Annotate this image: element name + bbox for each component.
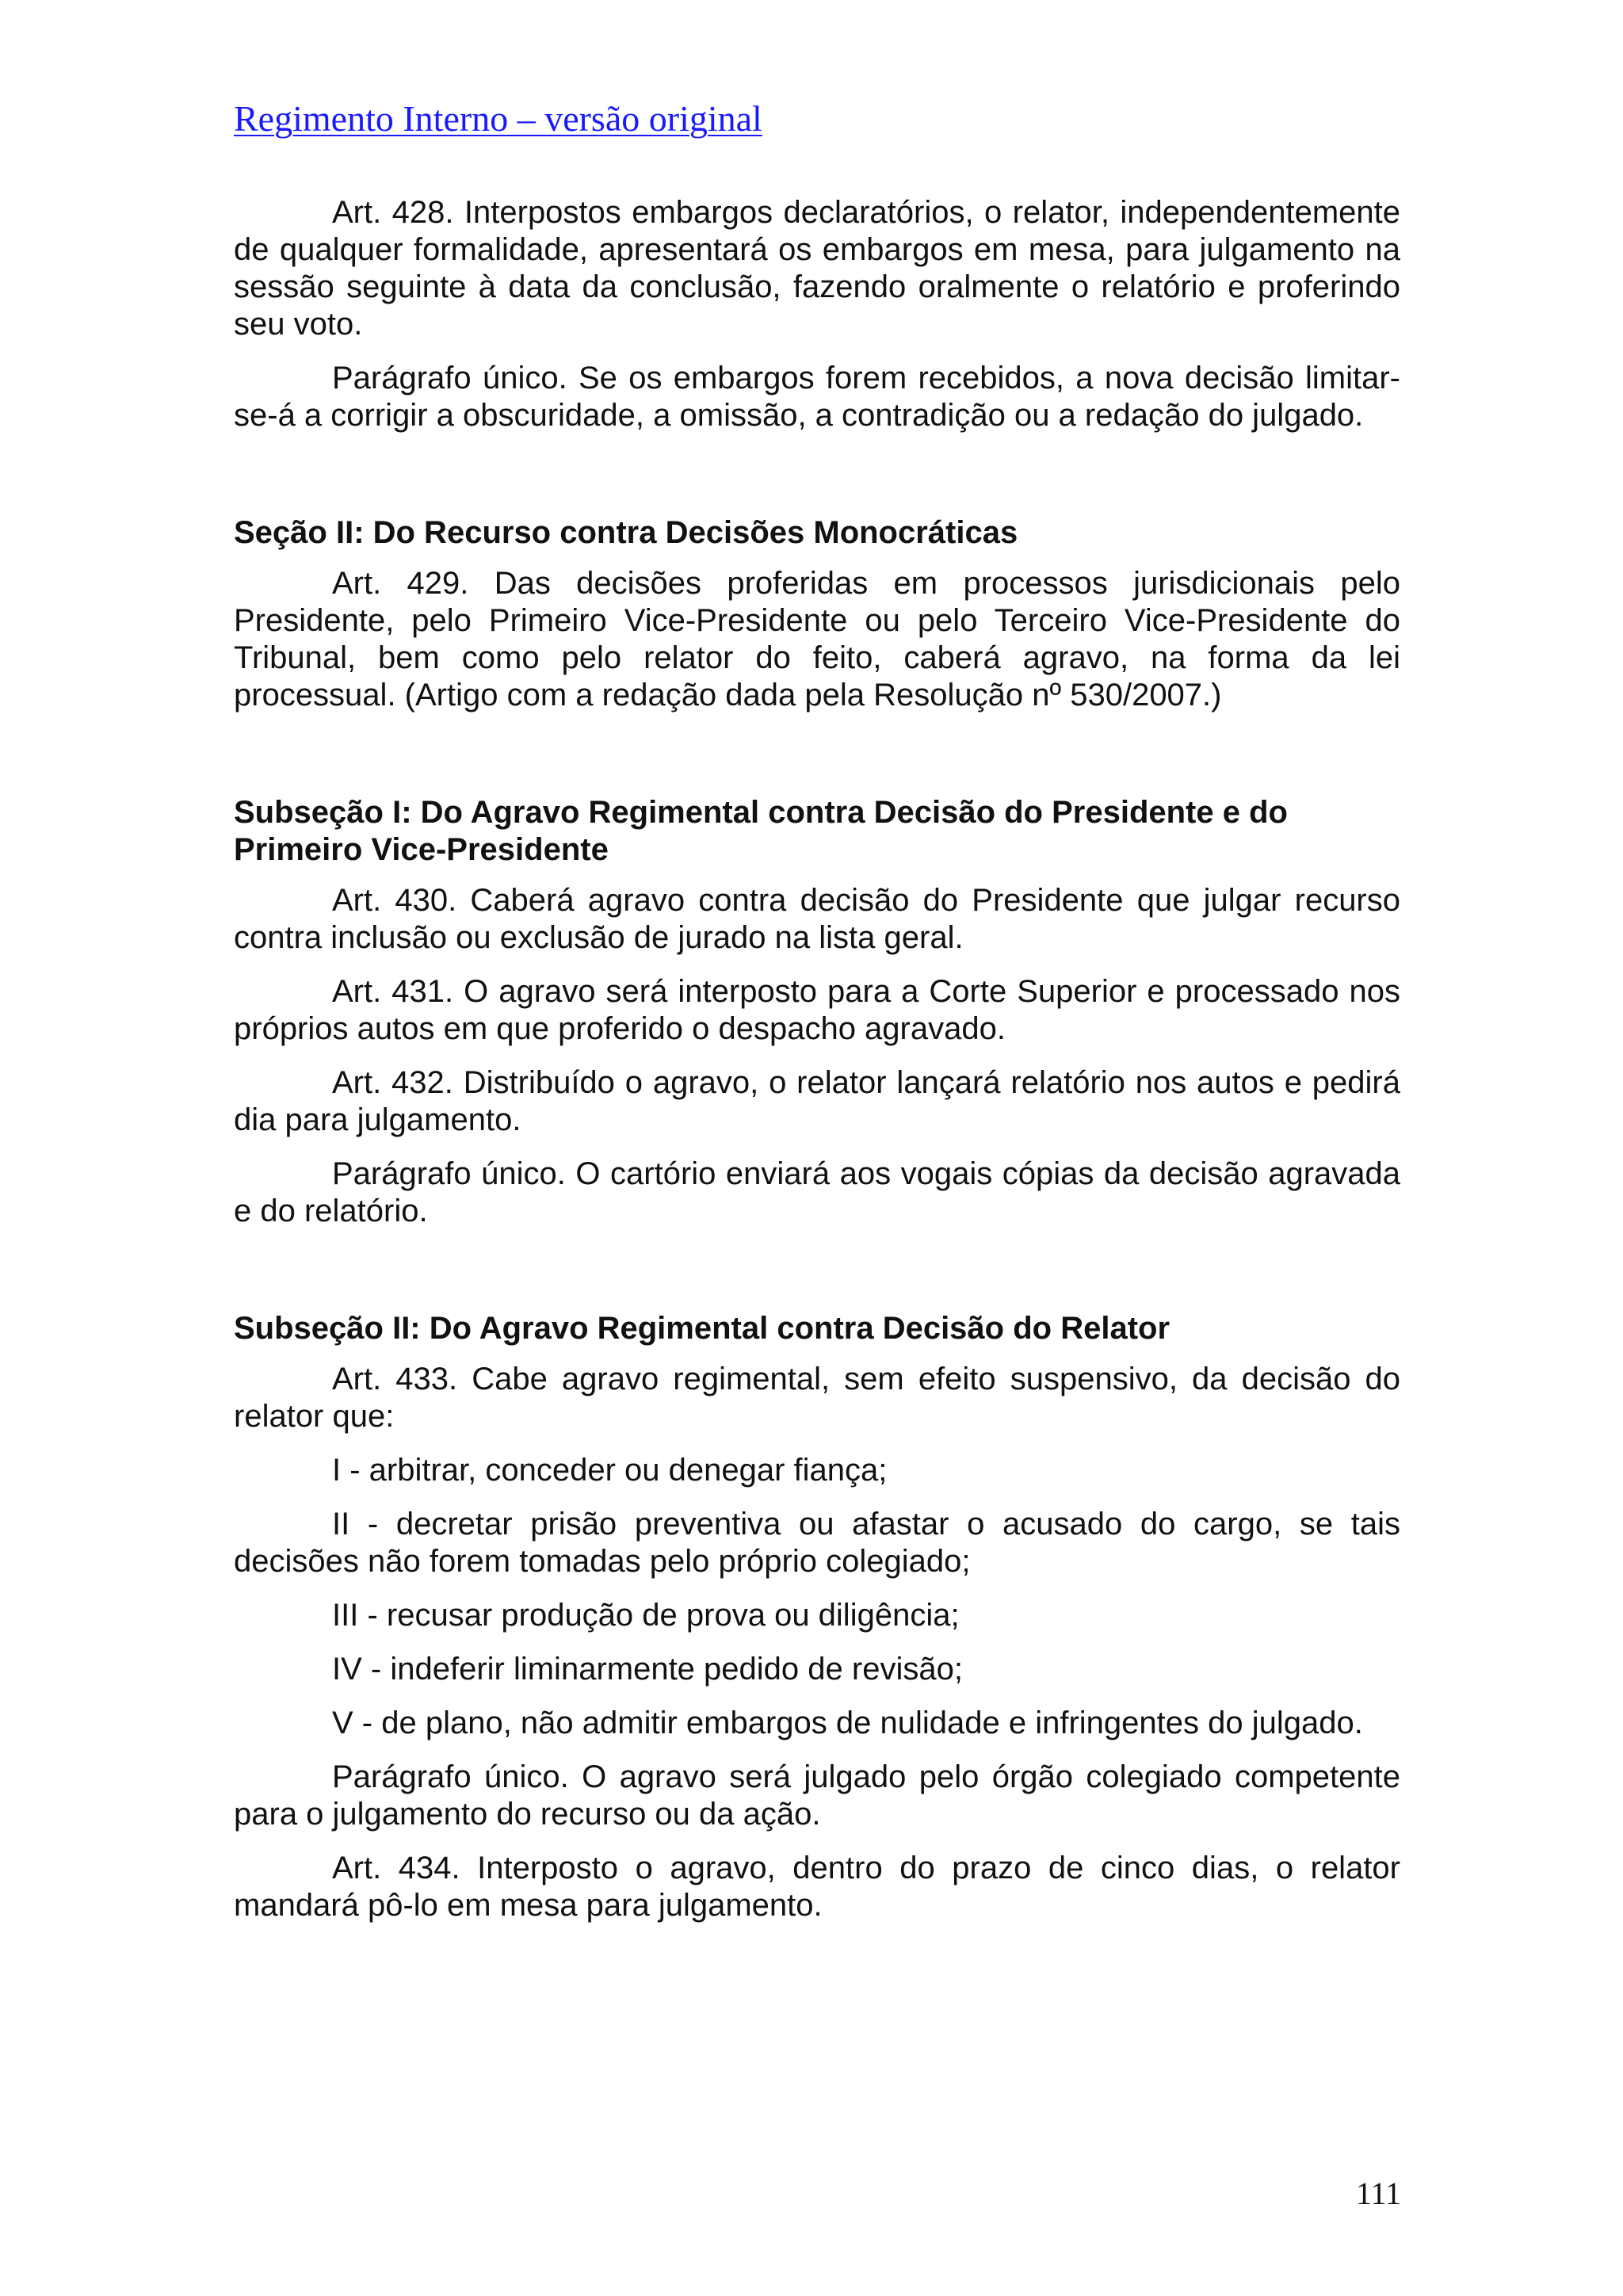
art-433: Art. 433. Cabe agravo regimental, sem efeito suspensivo, da decisão do relator que:: [234, 1362, 1400, 1434]
art-432: Art. 432. Distribuído o agravo, o relator lançará relatório nos autos e pedirá dia para julgamento.: [234, 1065, 1400, 1137]
secao-ii-heading: Seção II: Do Recurso contra Decisões Monocráticas: [234, 515, 1018, 550]
art-432-paragrafo-unico: Parágrafo único. O cartório enviará aos vogais cópias da decisão agravada e do relatório.: [234, 1156, 1400, 1228]
art-433-inciso-iv: IV - indeferir liminarmente pedido de revisão;: [332, 1652, 963, 1687]
art-433-paragrafo-unico: Parágrafo único. O agravo será julgado pelo órgão colegiado competente para o julgamento do recurso ou da ação.: [234, 1759, 1400, 1832]
art-428: Art. 428. Interpostos embargos declaratórios, o relator, independentemente de qualquer formalidade, apresentará os embargos em mesa, para julgamento na sessão seguinte à data da conclusão, fazendo oralmente o relatório e proferindo seu voto.: [234, 195, 1400, 342]
art-433-inciso-v: V - de plano, não admitir embargos de nulidade e infringentes do julgado.: [332, 1706, 1363, 1740]
art-433-inciso-i: I - arbitrar, conceder ou denegar fiança;: [332, 1453, 888, 1488]
art-433-inciso-ii: II - decretar prisão preventiva ou afastar o acusado do cargo, se tais decisões não forem tomadas pelo próprio colegiado;: [234, 1507, 1400, 1579]
page-number: 111: [1355, 2176, 1401, 2211]
art-431: Art. 431. O agravo será interposto para a Corte Superior e processado nos próprios autos em que proferido o despacho agravado.: [234, 974, 1400, 1046]
art-428-paragrafo-unico: Parágrafo único. Se os embargos forem recebidos, a nova decisão limitar-se-á a corrigir a obscuridade, a omissão, a contradição ou a redação do julgado.: [234, 361, 1400, 433]
art-433-inciso-iii: III - recusar produção de prova ou diligência;: [332, 1598, 960, 1633]
art-429: Art. 429. Das decisões proferidas em processos jurisdicionais pelo Presidente, pelo Primeiro Vice-Presidente ou pelo Terceiro Vice-Presidente do Tribunal, bem como pelo relator do feito, caberá agravo, na forma da lei processual. (Artigo com a redação dada pela Resolução nº 530/2007.): [234, 566, 1400, 712]
art-430: Art. 430. Caberá agravo contra decisão do Presidente que julgar recurso contra inclusão ou exclusão de jurado na lista geral.: [234, 883, 1400, 955]
subsecao-ii-heading: Subseção II: Do Agravo Regimental contra Decisão do Relator: [234, 1311, 1170, 1346]
document-body: [234, 194, 1400, 1941]
header-title-link[interactable]: Regimento Interno – versão original: [234, 98, 762, 139]
art-434: Art. 434. Interposto o agravo, dentro do prazo de cinco dias, o relator mandará pô-lo em mesa para julgamento.: [234, 1851, 1400, 1923]
subsecao-i-heading: Subseção I: Do Agravo Regimental contra Decisão do Presidente e do Primeiro Vice-Presidente: [234, 795, 1288, 867]
